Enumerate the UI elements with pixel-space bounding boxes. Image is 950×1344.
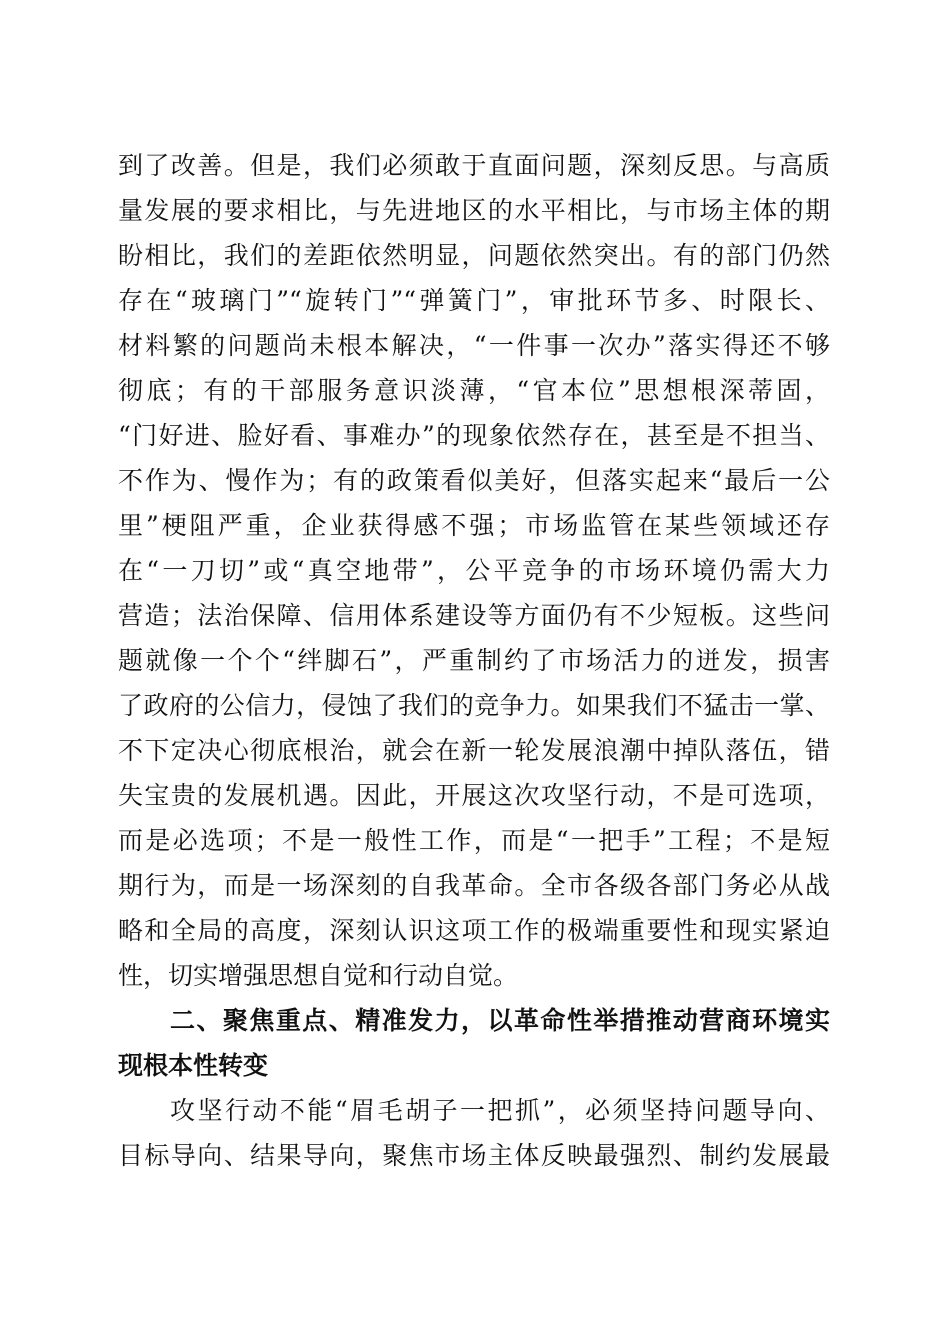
text-line: 盼相比，我们的差距依然明显，问题依然突出。有的部门仍然	[118, 241, 830, 270]
text-line: 不下定决心彻底根治，就会在新一轮发展浪潮中掉队落伍，错	[118, 736, 830, 765]
text-line: 期行为，而是一场深刻的自我革命。全市各级各部门务必从战	[118, 871, 830, 900]
paragraph-2	[118, 1088, 830, 1178]
paragraph-1	[118, 143, 830, 998]
text-line: 失宝贵的发展机遇。因此，开展这次攻坚行动，不是可选项，	[118, 781, 830, 810]
text-line: 而是必选项；不是一般性工作，而是“一把手”工程；不是短	[118, 826, 830, 855]
text-line: “门好进、脸好看、事难办”的现象依然存在，甚至是不担当、	[118, 421, 830, 450]
text-line: 里”梗阻严重，企业获得感不强；市场监管在某些领域还存	[118, 511, 830, 540]
text-line: 存在“玻璃门”“旋转门”“弹簧门”，审批环节多、时限长、	[118, 286, 830, 315]
text-line: 性，切实增强思想自觉和行动自觉。	[118, 961, 519, 990]
text-line: 题就像一个个“绊脚石”，严重制约了市场活力的迸发，损害	[118, 646, 830, 675]
text-line: 材料繁的问题尚未根本解决，“一件事一次办”落实得还不够	[118, 331, 830, 360]
text-line: 目标导向、结果导向，聚焦市场主体反映最强烈、制约发展最	[118, 1141, 830, 1170]
text-line: 不作为、慢作为；有的政策看似美好，但落实起来“最后一公	[118, 466, 830, 495]
text-line: 攻坚行动不能“眉毛胡子一把抓”，必须坚持问题导向、	[170, 1096, 830, 1125]
text-line: 到了改善。但是，我们必须敢于直面问题，深刻反思。与高质	[118, 151, 830, 180]
section-heading	[118, 998, 830, 1088]
text-line: 略和全局的高度，深刻认识这项工作的极端重要性和现实紧迫	[118, 916, 830, 945]
text-line: 了政府的公信力，侵蚀了我们的竞争力。如果我们不猛击一掌、	[118, 691, 830, 720]
text-line: 营造；法治保障、信用体系建设等方面仍有不少短板。这些问	[118, 601, 830, 630]
document-body	[118, 143, 830, 1178]
heading-line: 现根本性转变	[118, 1051, 269, 1080]
heading-line: 二、聚焦重点、精准发力，以革命性举措推动营商环境实	[170, 1006, 830, 1035]
text-line: 彻底；有的干部服务意识淡薄，“官本位”思想根深蒂固，	[118, 376, 830, 405]
text-line: 量发展的要求相比，与先进地区的水平相比，与市场主体的期	[118, 196, 830, 225]
text-line: 在“一刀切”或“真空地带”，公平竞争的市场环境仍需大力	[118, 556, 830, 585]
